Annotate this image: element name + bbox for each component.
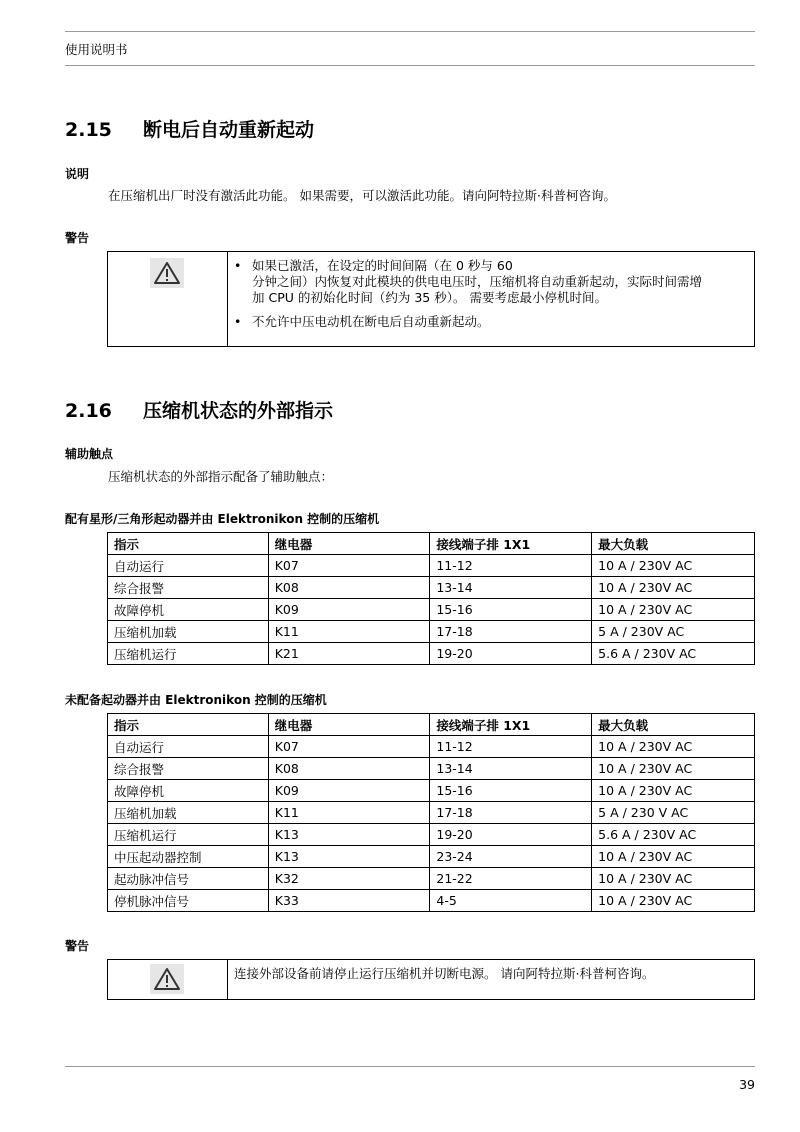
warning-item-2	[232, 314, 748, 330]
warning-heading: 警告	[65, 231, 90, 245]
cell-terminal: 13-14	[430, 577, 592, 599]
table-row	[108, 890, 755, 912]
cell-relay: K13	[268, 846, 430, 868]
table-header-row	[108, 533, 755, 555]
cell-terminal: 17-18	[430, 621, 592, 643]
cell-terminal: 23-24	[430, 846, 592, 868]
cell-max-load: 5 A / 230 V AC	[592, 802, 755, 824]
cell-terminal: 11-12	[430, 736, 592, 758]
cell-indication: 压缩机加载	[108, 621, 269, 643]
warning-item-1-line-1: • 如果已激活，在设定的时间间隔（在 0 秒与 60	[252, 258, 513, 273]
cell-terminal: 17-18	[430, 802, 592, 824]
warning-text-area	[228, 960, 754, 999]
table-row	[108, 780, 755, 802]
cell-indication: 压缩机运行	[108, 824, 269, 846]
col-header-relay: 继电器	[268, 533, 430, 555]
warning-item-1-line-3: 加 CPU 的初始化时间（约为 35 秒）。 需要考虑最小停机时间。	[252, 290, 607, 305]
warning-item-1-line-2: 分钟之间）内恢复对此模块的供电电压时，压缩机将自动重新起动，实际时间需增	[252, 274, 703, 289]
cell-indication: 故障停机	[108, 599, 269, 621]
aux-contacts-text: 压缩机状态的外部指示配备了辅助触点：	[108, 469, 334, 484]
aux-contacts-heading: 辅助触点	[65, 447, 114, 461]
cell-terminal: 4-5	[430, 890, 592, 912]
cell-indication: 故障停机	[108, 780, 269, 802]
warning-icon-cell	[108, 252, 228, 346]
cell-indication: 自动运行	[108, 555, 269, 577]
cell-relay: K11	[268, 802, 430, 824]
cell-relay: K32	[268, 868, 430, 890]
warning-text-external: 连接外部设备前请停止运行压缩机并切断电源。 请向阿特拉斯·科普柯咨询。	[234, 966, 655, 981]
cell-terminal: 13-14	[430, 758, 592, 780]
col-header-indication: 指示	[108, 714, 269, 736]
warning-triangle-icon	[150, 258, 184, 288]
table-row	[108, 621, 755, 643]
cell-relay: K09	[268, 780, 430, 802]
cell-max-load: 10 A / 230V AC	[592, 780, 755, 802]
warning-list	[232, 258, 748, 330]
cell-max-load: 5.6 A / 230V AC	[592, 824, 755, 846]
cell-max-load: 5.6 A / 230V AC	[592, 643, 755, 665]
cell-terminal: 11-12	[430, 555, 592, 577]
cell-terminal: 19-20	[430, 824, 592, 846]
relay-table-no-starter	[107, 713, 755, 912]
table-row	[108, 555, 755, 577]
cell-relay: K08	[268, 758, 430, 780]
warning-item-2-line-1: • 不允许中压电动机在断电后自动重新起动。	[252, 314, 490, 329]
relay-table-star-delta	[107, 532, 755, 665]
section-2-16-title	[65, 396, 333, 423]
cell-max-load: 5 A / 230V AC	[592, 621, 755, 643]
table-row	[108, 868, 755, 890]
col-header-max-load: 最大负载	[592, 533, 755, 555]
page-number: 39	[739, 1077, 755, 1092]
description-text: 在压缩机出厂时没有激活此功能。 如果需要，可以激活此功能。请向阿特拉斯·科普柯咨询。	[108, 188, 616, 203]
cell-terminal: 15-16	[430, 780, 592, 802]
warning-box-auto-restart	[107, 251, 755, 347]
warning-heading-2: 警告	[65, 939, 90, 953]
cell-max-load: 10 A / 230V AC	[592, 577, 755, 599]
warning-item-1	[232, 258, 748, 306]
cell-relay: K08	[268, 577, 430, 599]
cell-indication: 综合报警	[108, 577, 269, 599]
cell-relay: K21	[268, 643, 430, 665]
table-row	[108, 758, 755, 780]
col-header-terminal: 接线端子排 1X1	[430, 714, 592, 736]
col-header-terminal: 接线端子排 1X1	[430, 533, 592, 555]
table1-heading: 配有星形/三角形起动器并由 Elektronikon 控制的压缩机	[65, 512, 380, 526]
cell-indication: 停机脉冲信号	[108, 890, 269, 912]
cell-indication: 综合报警	[108, 758, 269, 780]
cell-indication: 起动脉冲信号	[108, 868, 269, 890]
footer-rule	[65, 1066, 755, 1067]
cell-terminal: 21-22	[430, 868, 592, 890]
document-header-title: 使用说明书	[65, 42, 128, 57]
warning-triangle-icon	[150, 964, 184, 994]
table-row	[108, 599, 755, 621]
table2-heading: 未配备起动器并由 Elektronikon 控制的压缩机	[65, 693, 327, 707]
cell-max-load: 10 A / 230V AC	[592, 599, 755, 621]
table-row	[108, 846, 755, 868]
cell-indication: 中压起动器控制	[108, 846, 269, 868]
header-bottom-rule	[65, 65, 755, 66]
cell-relay: K33	[268, 890, 430, 912]
cell-terminal: 19-20	[430, 643, 592, 665]
cell-relay: K07	[268, 736, 430, 758]
section-number: 2.15	[65, 119, 112, 141]
section-title-text: 压缩机状态的外部指示	[143, 400, 334, 422]
col-header-relay: 继电器	[268, 714, 430, 736]
warning-box-external-devices	[107, 959, 755, 1000]
table-row	[108, 577, 755, 599]
cell-indication: 自动运行	[108, 736, 269, 758]
section-number: 2.16	[65, 400, 112, 422]
cell-relay: K11	[268, 621, 430, 643]
header-top-rule	[65, 31, 755, 32]
cell-max-load: 10 A / 230V AC	[592, 758, 755, 780]
section-title-text: 断电后自动重新起动	[143, 119, 315, 141]
cell-max-load: 10 A / 230V AC	[592, 890, 755, 912]
cell-max-load: 10 A / 230V AC	[592, 555, 755, 577]
col-header-max-load: 最大负载	[592, 714, 755, 736]
table-header-row	[108, 714, 755, 736]
cell-terminal: 15-16	[430, 599, 592, 621]
cell-max-load: 10 A / 230V AC	[592, 846, 755, 868]
cell-max-load: 10 A / 230V AC	[592, 868, 755, 890]
cell-indication: 压缩机加载	[108, 802, 269, 824]
table-row	[108, 824, 755, 846]
cell-relay: K07	[268, 555, 430, 577]
table-row	[108, 736, 755, 758]
cell-relay: K09	[268, 599, 430, 621]
cell-max-load: 10 A / 230V AC	[592, 736, 755, 758]
warning-text-area	[228, 252, 754, 346]
cell-relay: K13	[268, 824, 430, 846]
col-header-indication: 指示	[108, 533, 269, 555]
cell-indication: 压缩机运行	[108, 643, 269, 665]
table-row	[108, 802, 755, 824]
section-2-15-title	[65, 115, 314, 142]
warning-icon-cell	[108, 960, 228, 999]
table-row	[108, 643, 755, 665]
description-heading: 说明	[65, 167, 90, 181]
